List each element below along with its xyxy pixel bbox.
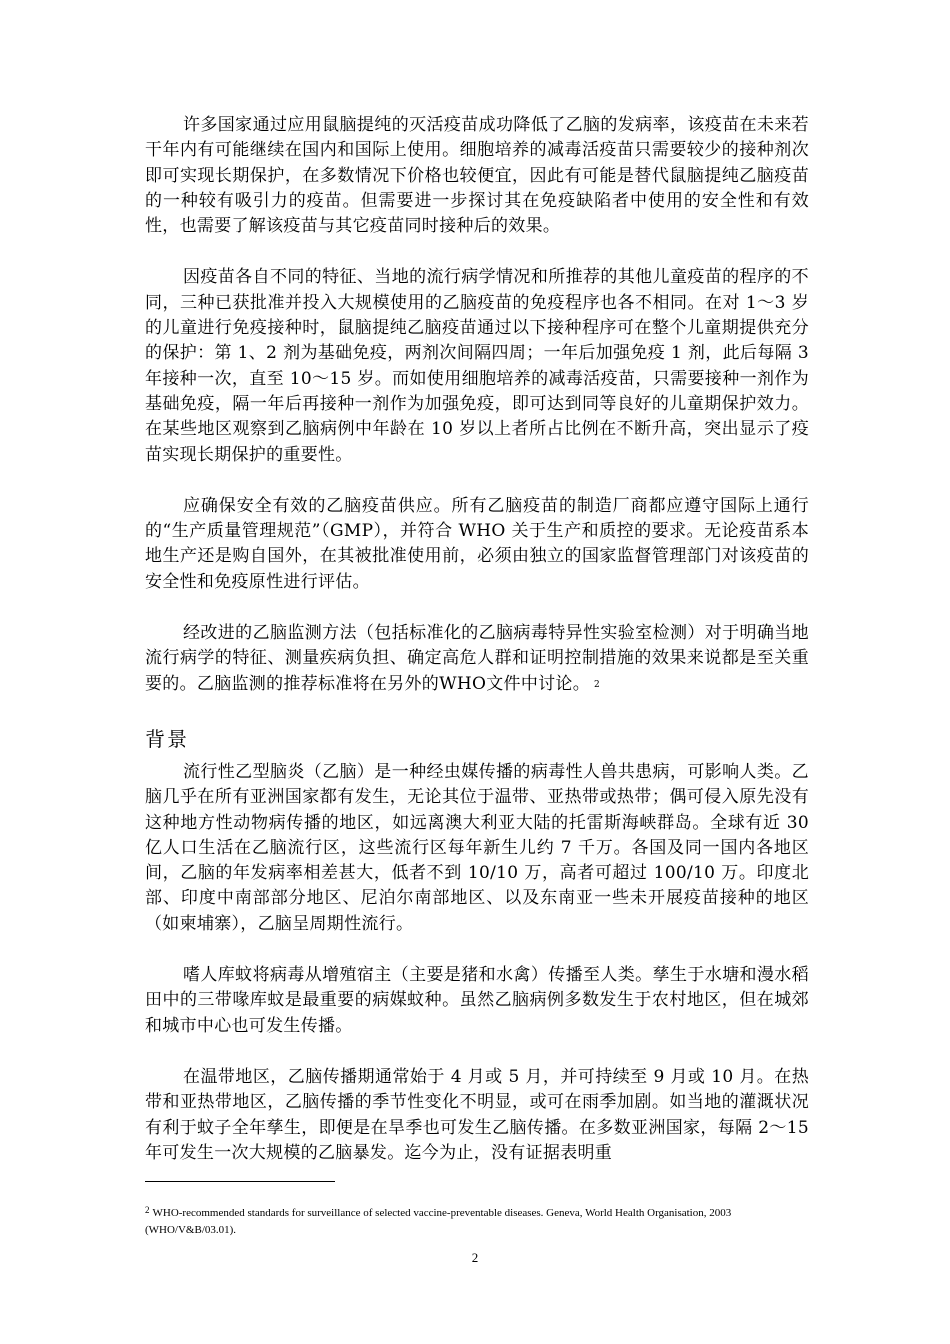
paragraph-immunization-schedule: 因疫苗各自不同的特征、当地的流行病学情况和所推荐的其他儿童疫苗的程序的不同，三种已获批准并投入大规模使用的乙脑疫苗的免疫程序也各不相同。在对 1～3 岁的儿童进行免疫接种时，鼠脑提纯乙脑疫苗通过以下接种程序可在整个儿童期提供充分的保护：第 1、2 剂为基础免疫，两剂次间隔四周；一年后加强免疫 1 剂，此后每隔 3 年接种一次，直至 10～15 岁。而如使用细胞培养的减毒活疫苗，只需要接种一剂作为基础免疫，隔一年后再接种一剂作为加强免疫，即可达到同等良好的儿童期保护效力。在某些地区观察到乙脑病例中年龄在 10 岁以上者所占比例在不断升高，突出显示了疫苗实现长期保护的重要性。: [145, 267, 809, 465]
section-heading-background: 背景: [145, 726, 189, 751]
footnote-text: WHO-recommended standards for surveillance of selected vaccine-preventable diseases. Geneva, World Health Organisation, 2003 (WHO/V&B/03.01).: [145, 1207, 732, 1236]
footnote-reference: 2: [594, 679, 601, 690]
paragraph-epidemiology: 流行性乙型脑炎（乙脑）是一种经虫媒传播的病毒性人兽共患病，可影响人类。乙脑几乎在所有亚洲国家都有发生，无论其位于温带、亚热带或热带；偶可侵入原先没有这种地方性动物病传播的地区，如远离澳大利亚大陆的托雷斯海峡群岛。全球有近 30 亿人口生活在乙脑流行区，这些流行区每年新生儿约 7 千万。各国及同一国内各地区间，乙脑的年发病率相差甚大，低者不到 10/10 万，高者可超过 100/10 万。印度北部、印度中南部部分地区、尼泊尔南部地区、以及东南亚一些未开展疫苗接种的地区（如柬埔寨），乙脑呈周期性流行。: [145, 761, 809, 934]
footnote-number: 2: [145, 1205, 150, 1215]
paragraph-transmission: 嗜人库蚊将病毒从增殖宿主（主要是猪和水禽）传播至人类。孳生于水塘和漫水稻田中的三带喙库蚊是最重要的病媒蚊种。虽然乙脑病例多数发生于农村地区，但在城郊和城市中心也可发生传播。: [145, 965, 809, 1036]
paragraph-vaccine-supply: 应确保安全有效的乙脑疫苗供应。所有乙脑疫苗的制造厂商都应遵守国际上通行的“生产质量管理规范”（GMP），并符合 WHO 关于生产和质控的要求。无论疫苗系本地生产还是购自国外，在其被批准使用前，必须由独立的国家监督管理部门对该疫苗的安全性和免疫原性进行评估。: [145, 495, 809, 592]
footnote-divider: [145, 1181, 335, 1182]
footnote: [145, 1202, 809, 1239]
paragraph-vaccine-use: 许多国家通过应用鼠脑提纯的灭活疫苗成功降低了乙脑的发病率，该疫苗在未来若干年内有可能继续在国内和国际上使用。细胞培养的减毒活疫苗只需要较少的接种剂次即可实现长期保护，在多数情况下价格也较便宜，因此有可能是替代鼠脑提纯乙脑疫苗的一种较有吸引力的疫苗。但需要进一步探讨其在免疫缺陷者中使用的安全性和有效性，也需要了解该疫苗与其它疫苗同时接种后的效果。: [145, 115, 809, 237]
page-number: 2: [471, 1250, 479, 1265]
paragraph-seasonality: 在温带地区，乙脑传播期通常始于 4 月或 5 月，并可持续至 9 月或 10 月。在热带和亚热带地区，乙脑传播的季节性变化不明显，或可在雨季加剧。如当地的灌溉状况有利于蚊子全年孳生，即便是在旱季也可发生乙脑传播。在多数亚洲国家，每隔 2～15 年可发生一次大规模的乙脑暴发。迄今为止，没有证据表明重: [145, 1066, 809, 1163]
surveillance-text: 经改进的乙脑监测方法（包括标准化的乙脑病毒特异性实验室检测）对于明确当地流行病学的特征、测量疾病负担、确定高危人群和证明控制措施的效果来说都是至关重要的。乙脑监测的推荐标准将在另外的WHO文件中讨论。: [145, 623, 809, 694]
paragraph-surveillance: [145, 621, 809, 698]
body-text: [145, 113, 809, 1166]
